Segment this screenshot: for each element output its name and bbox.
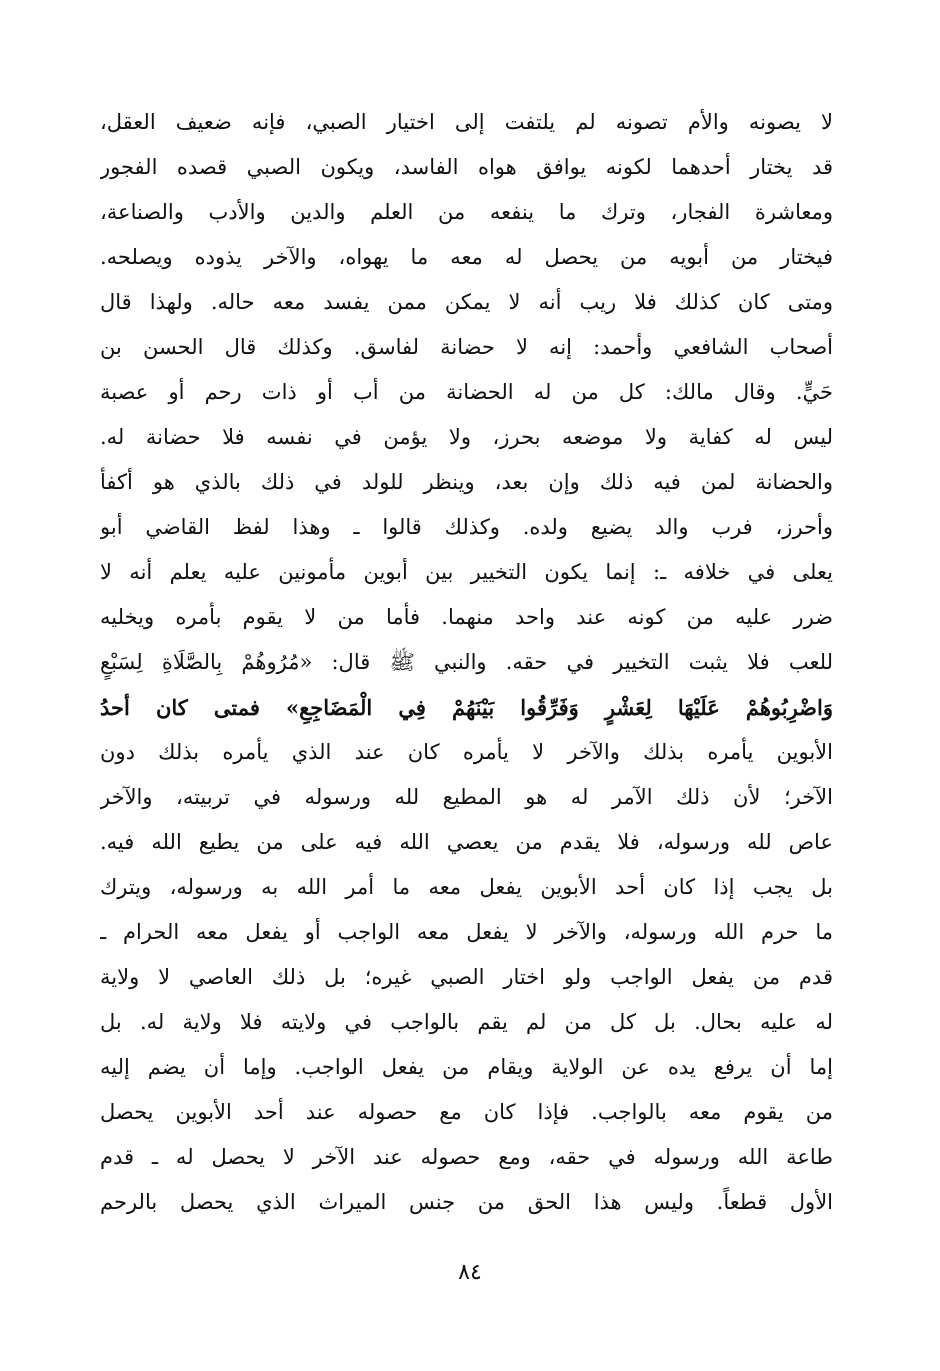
hadith-text-line: وَاضْرِبُوهُمْ عَلَيْهَا لِعَشْرٍ وَفَرِّقُوا بَيْنَهُمْ فِي الْمَضَاجِعِ» فمتى كان أحدُ (100, 695, 833, 720)
text-line: ضرر عليه من كونه عند واحد منهما. فأما من لا يقوم بأمره ويخليه (100, 605, 833, 629)
page-number: ٨٤ (458, 1260, 482, 1285)
text-line: ما حرم الله ورسوله، والآخر لا يفعل معه الواجب أو يفعل معه الحرام ـ (100, 920, 833, 944)
text-line: قدم من يفعل الواجب ولو اختار الصبي غيره؛ بل ذلك العاصي لا ولاية (100, 965, 833, 989)
text-line: وأحرز، فرب والد يضيع ولده. وكذلك قالوا ـ وهذا لفظ القاضي أبو (100, 515, 833, 539)
text-line: أصحاب الشافعي وأحمد: إنه لا حضانة لفاسق. وكذلك قال الحسن بن (100, 335, 833, 359)
text-line: ومتى كان كذلك فلا ريب أنه لا يمكن ممن يفسد معه حاله. ولهذا قال (100, 290, 833, 314)
text-line: الأول قطعاً. وليس هذا الحق من جنس الميراث الذي يحصل بالرحم (100, 1190, 833, 1214)
text-line: ومعاشرة الفجار، وترك ما ينفعه من العلم والدين والأدب والصناعة، (100, 200, 833, 224)
text-line: له عليه بحال. بل كل من لم يقم بالواجب في ولايته فلا ولاية له. بل (100, 1010, 833, 1034)
text-line: من يقوم معه بالواجب. فإذا كان مع حصوله عند أحد الأبوين يحصل (100, 1100, 833, 1124)
text-line: للعب فلا يثبت التخيير في حقه. والنبي ﷺ قال: «مُرُوهُمْ بِالصَّلَاةِ لِسَبْعٍ (100, 650, 833, 674)
text-line: ليس له كفاية ولا موضعه بحرز، ولا يؤمن في نفسه فلا حضانة له. (100, 425, 833, 449)
text-line: يعلى في خلافه ـ: إنما يكون التخيير بين أبوين مأمونين عليه يعلم أنه لا (100, 560, 833, 584)
text-line: حَيٍّ. وقال مالك: كل من له الحضانة من أب أو ذات رحم أو عصبة (100, 380, 833, 404)
text-line: بل يجب إذا كان أحد الأبوين يفعل معه ما أمر الله به ورسوله، ويترك (100, 875, 833, 899)
text-line: والحضانة لمن فيه ذلك وإن بعد، وينظر للولد في ذلك بالذي هو أكفأ (100, 470, 833, 494)
text-line: الأبوين يأمره بذلك والآخر لا يأمره كان عند الذي يأمره بذلك دون (100, 740, 833, 764)
body-text (100, 100, 833, 1225)
text-line: قد يختار أحدهما لكونه يوافق هواه الفاسد، ويكون الصبي قصده الفجور (100, 155, 833, 179)
text-line: إما أن يرفع يده عن الولاية ويقام من يفعل الواجب. وإما أن يضم إليه (100, 1055, 833, 1079)
text-line: لا يصونه والأم تصونه لم يلتفت إلى اختيار الصبي، فإنه ضعيف العقل، (100, 110, 833, 134)
text-line: عاص لله ورسوله، فلا يقدم من يعصي الله فيه على من يطيع الله فيه. (100, 830, 833, 854)
text-line: فيختار من أبويه من يحصل له معه ما يهواه، والآخر يذوده ويصلحه. (100, 245, 833, 269)
text-line: طاعة الله ورسوله في حقه، ومع حصوله عند الآخر لا يحصل له ـ قدم (100, 1145, 833, 1169)
text-line: الآخر؛ لأن ذلك الآمر له هو المطيع لله ورسوله في تربيته، والآخر (100, 785, 833, 809)
